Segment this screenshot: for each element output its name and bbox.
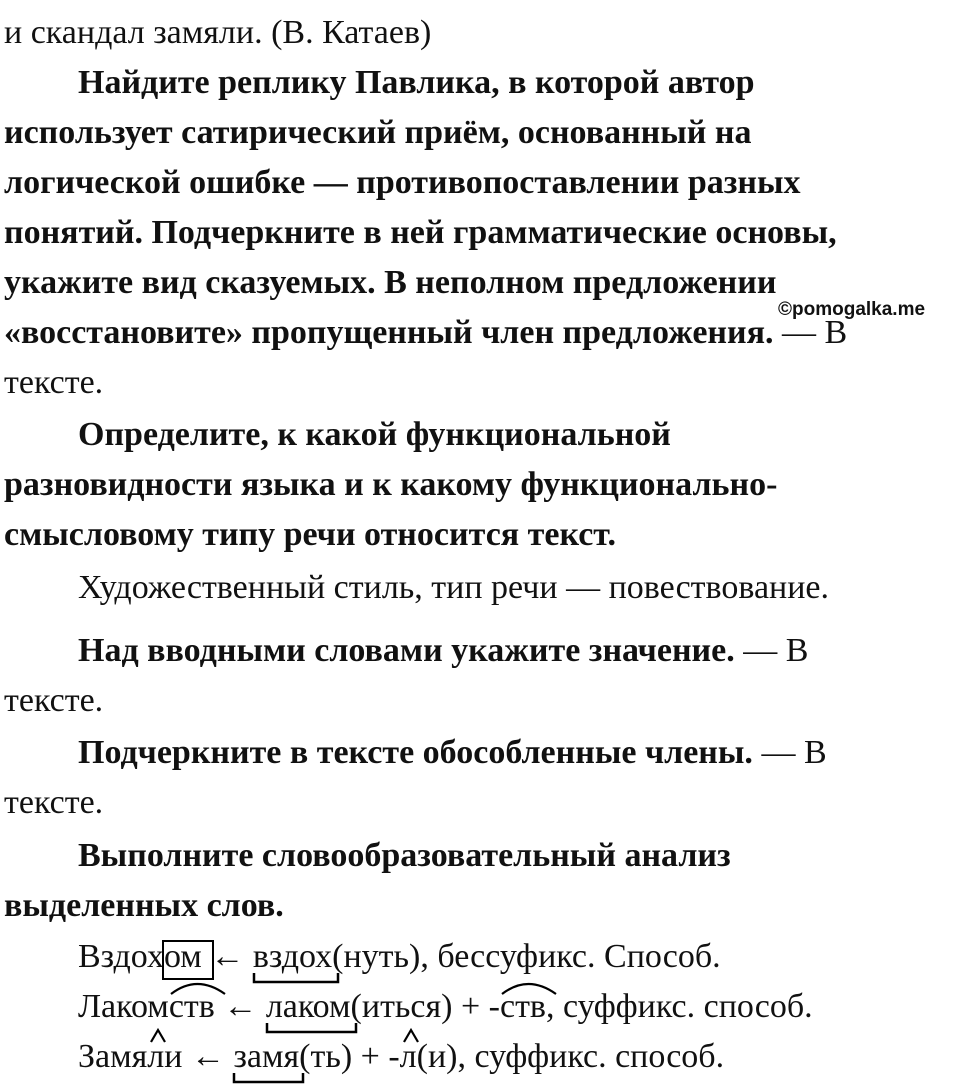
word-analysis-line: [78, 932, 721, 982]
task-heading-line: разновидности языка и к какому функционально-: [4, 466, 778, 503]
answer-text: тексте.: [4, 784, 104, 821]
word-part: (иться) + -: [350, 988, 500, 1025]
word-part: Лаком: [78, 988, 169, 1025]
answer-text: Художественный стиль, тип речи — повествование.: [78, 569, 830, 606]
task-heading-line: понятий. Подчеркните в ней грамматические основы,: [4, 214, 837, 251]
task-heading-line: укажите вид сказуемых. В неполном предложении: [4, 264, 777, 301]
arrow-text: ←: [182, 1038, 234, 1075]
arrow-text: ←: [201, 938, 253, 975]
word-part: Замя: [78, 1038, 148, 1075]
task-heading-line: логической ошибке — противопоставлении разных: [4, 164, 801, 201]
arrow-text: ←: [214, 988, 266, 1025]
suffix-morpheme: л: [400, 1032, 417, 1082]
task-heading: [78, 728, 827, 778]
task-heading: [78, 626, 808, 676]
watermark: ©pomogalka.me: [778, 299, 926, 320]
word-part: Вздох: [78, 938, 164, 975]
word-part: и: [164, 1038, 183, 1075]
word-analysis-line: [78, 982, 813, 1032]
suffix-morpheme: ств: [500, 982, 546, 1032]
task-heading: Выполните словообразовательный анализ: [78, 837, 731, 874]
task-heading-bold: «восстановите» пропущенный член предложения.: [4, 314, 774, 351]
answer-text: — В: [734, 632, 809, 669]
suffix-morpheme: л: [147, 1032, 164, 1082]
task-heading-bold: Подчеркните в тексте обособленные члены.: [78, 734, 753, 771]
answer-text: тексте.: [4, 364, 104, 401]
word-part: (нуть), бессуфикс. Способ.: [332, 938, 721, 975]
task-heading-line: выделенных слов.: [4, 887, 284, 924]
task-heading-line: смысловому типу речи относится текст.: [4, 516, 616, 553]
task-heading-line: использует сатирический приём, основанный на: [4, 114, 752, 151]
answer-text: тексте.: [4, 682, 104, 719]
suffix-morpheme: ств: [169, 982, 215, 1032]
task-heading: Найдите реплику Павлика, в которой автор: [78, 64, 755, 101]
base-morpheme: вздох: [253, 932, 332, 982]
ending-morpheme: ом: [164, 932, 202, 982]
answer-text: — В: [752, 734, 827, 771]
answer-text: — В: [773, 314, 848, 351]
base-morpheme: замя: [233, 1032, 299, 1082]
text-line: и скандал замяли. (В. Катаев): [4, 14, 432, 51]
task-heading: Определите, к какой функциональной: [78, 416, 671, 453]
word-part: , суффикс. способ.: [546, 988, 813, 1025]
task-heading-line: [4, 308, 847, 358]
task-heading-bold: Над вводными словами укажите значение.: [78, 632, 735, 669]
word-part: (и), суффикс. способ.: [416, 1038, 725, 1075]
word-part: (ть) + -: [299, 1038, 400, 1075]
word-analysis-line: [78, 1032, 724, 1082]
base-morpheme: лаком: [266, 982, 351, 1032]
